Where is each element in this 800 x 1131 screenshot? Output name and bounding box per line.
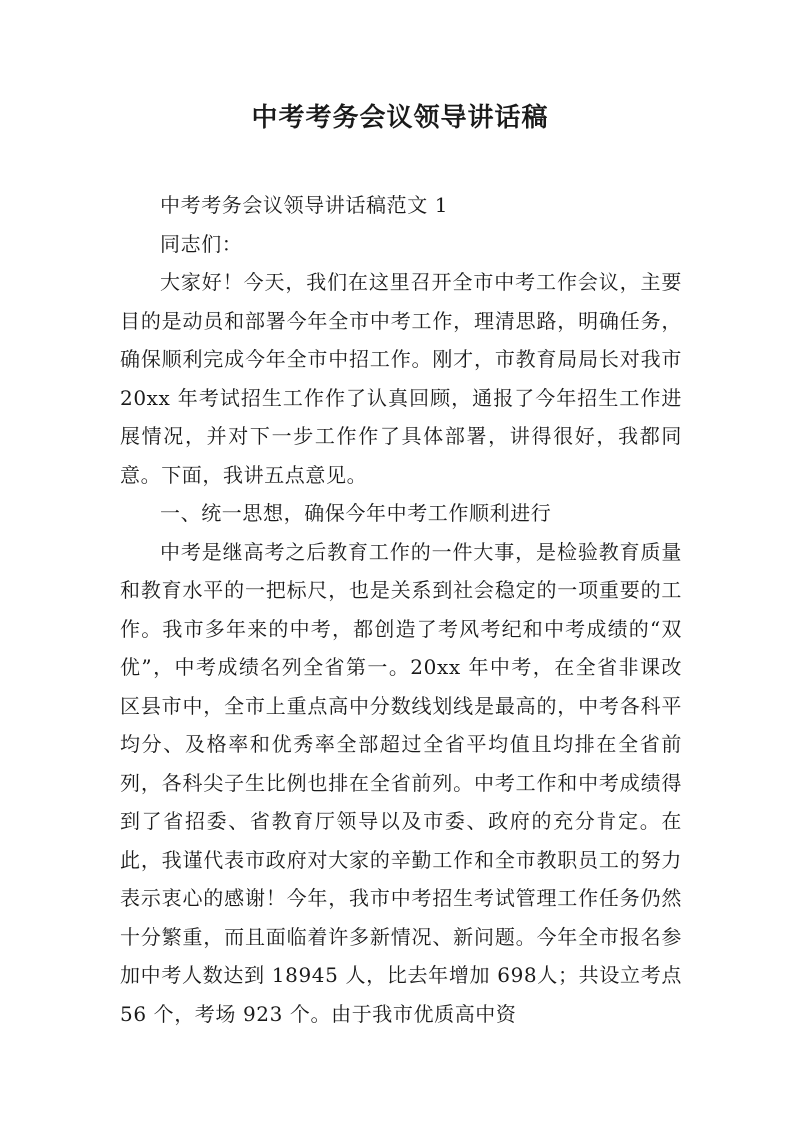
paragraph-opening: 大家好！今天，我们在这里召开全市中考工作会议，主要目的是动员和部署今年全市中考工作，理清思路，明确任务，确保顺利完成今年全市中招工作。刚才，市教育局局长对我市 20xx 年考试招生工作作了认真回顾，通报了今年招生工作进展情况，并对下一步工作作了具体部署，讲得很好，我都同意。下面，我讲五点意见。 [120,270,682,487]
section-heading-1: 一、统一思想，确保今年中考工作顺利进行 [160,501,552,525]
salutation: 同志们： [160,231,243,256]
document-title: 中考考务会议领导讲话稿 [251,103,549,133]
section-subtitle: 中考考务会议领导讲话稿范文 1 [160,193,449,217]
document-body [120,186,682,1033]
paragraph-section-1: 中考是继高考之后教育工作的一件大事，是检验教育质量和教育水平的一把标尺，也是关系到社会稳定的一项重要的工作。我市多年来的中考，都创造了考风考纪和中考成绩的“双优”，中考成绩名列全省第一。20xx 年中考，在全省非课改区县市中，全市上重点高中分数线划线是最高的，中考各科平均分、及格率和优秀率全部超过全省平均值且均排在全省前列，各科尖子生比例也排在全省前列。中考工作和中考成绩得到了省招委、省教育厅领导以及市委、政府的充分肯定。在此，我谨代表市政府对大家的辛勤工作和全市教职员工的努力表示衷心的感谢！今年，我市中考招生考试管理工作任务仍然十分繁重，而且面临着许多新情况、新问题。今年全市报名参加中考人数达到 18945 人，比去年增加 698人；共设立考点 56 个，考场 923 个。由于我市优质高中资 [120,539,682,1026]
